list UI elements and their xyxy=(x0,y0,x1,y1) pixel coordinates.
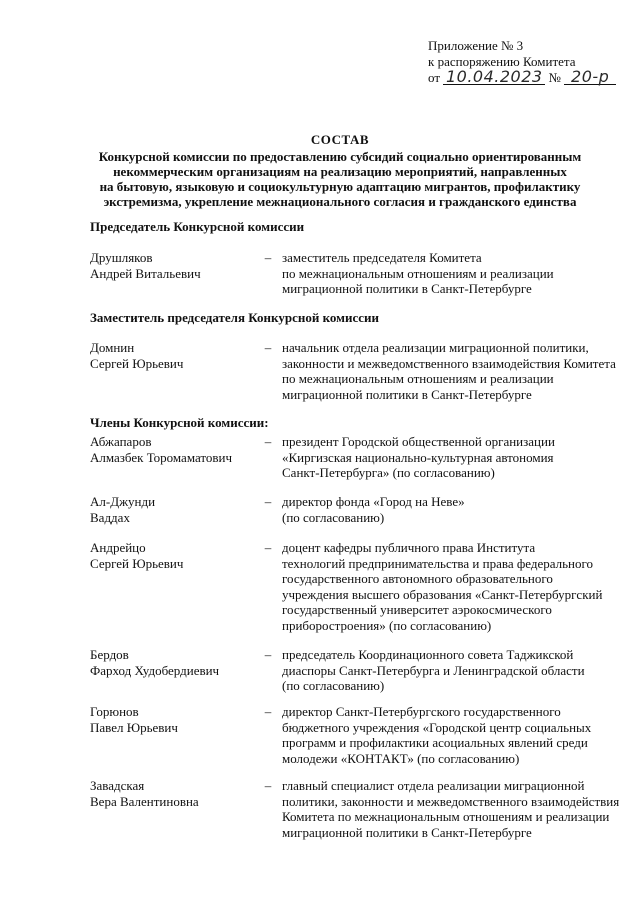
entry-given-name: Сергей Юрьевич xyxy=(90,355,184,371)
entry-role xyxy=(282,778,625,840)
entry-surname: Горюнов xyxy=(90,704,139,719)
entry-surname: Бердов xyxy=(90,647,129,662)
entry-role-line: миграционной политики в Санкт-Петербурге xyxy=(282,824,532,840)
title-line-4: экстремизма, укрепление межнационального согласия и гражданского единства xyxy=(103,194,577,209)
entry-surname: Ал-Джунди xyxy=(90,494,156,509)
title-line-2: некоммерческим организациям на реализацию мероприятий, направленных xyxy=(113,164,567,179)
appendix-number-label: № xyxy=(548,70,561,85)
entry-name xyxy=(90,340,255,371)
entry-given-name: Ваддах xyxy=(90,509,130,525)
entry-role-line: Комитета по межнациональным отношениям и реализации xyxy=(282,809,610,824)
section-heading-members: Члены Конкурсной комиссии: xyxy=(90,415,269,430)
entry-role xyxy=(282,494,625,525)
entry-dash: – xyxy=(264,540,272,555)
title-line-1: Конкурсной комиссии по предоставлению субсидий социально ориентированным xyxy=(98,149,582,164)
entry-role-line: президент Городской общественной организации xyxy=(282,434,555,449)
entry-name xyxy=(90,704,255,735)
entry-role xyxy=(282,340,625,402)
appendix-from-label: от xyxy=(428,70,441,85)
appendix-date-handwritten: 10.04.2023 xyxy=(443,70,545,85)
entry-role xyxy=(282,540,625,633)
entry-name xyxy=(90,540,255,571)
appendix-date-line xyxy=(428,67,628,86)
entry-given-name: Андрей Витальевич xyxy=(90,265,201,281)
entry-role-line: политики, законности и межведомственного взаимодействия xyxy=(282,793,620,809)
section-heading-deputy: Заместитель председателя Конкурсной комиссии xyxy=(90,310,380,325)
entry-role-line: миграционной политики в Санкт-Петербурге xyxy=(282,281,532,296)
entry-role-line: учреждения высшего образования «Санкт-Петербургский xyxy=(282,586,603,602)
entry-role-line: «Киргизская национально-культурная автономия xyxy=(282,449,554,465)
entry-role-line: молодежи «КОНТАКТ» (по согласованию) xyxy=(282,750,520,766)
entry-given-name: Павел Юрьевич xyxy=(90,719,178,735)
entry-surname: Андрейцо xyxy=(90,540,146,555)
entry-role-line: государственного автономного образовательного xyxy=(282,571,553,586)
entry-role-line: председатель Координационного совета Таджикской xyxy=(282,647,574,662)
title-line-3: на бытовую, языковую и социокультурную адаптацию мигрантов, профилактику xyxy=(99,179,581,194)
entry-role-line: технологий предпринимательства и права федерального xyxy=(282,555,594,571)
entry-role xyxy=(282,250,625,297)
appendix-line-2: к распоряжению Комитета xyxy=(428,54,576,69)
entry-role-line: директор Санкт-Петербургского государственного xyxy=(282,704,561,719)
entry-role-line: программ и профилактики асоциальных явлений среди xyxy=(282,735,588,750)
entry-role xyxy=(282,434,625,481)
entry-name xyxy=(90,647,255,678)
entry-role-line: (по согласованию) xyxy=(282,509,385,525)
appendix-line-1: Приложение № 3 xyxy=(428,38,524,53)
entry-surname: Домнин xyxy=(90,340,135,355)
entry-role-line: приборостроения» (по согласованию) xyxy=(282,617,492,633)
entry-role-line: миграционной политики в Санкт-Петербурге xyxy=(282,386,532,402)
entry-role xyxy=(282,647,625,694)
title-heading: СОСТАВ xyxy=(310,132,370,147)
entry-surname: Завадская xyxy=(90,778,145,793)
entry-role-line: главный специалист отдела реализации миграционной xyxy=(282,778,585,793)
entry-dash: – xyxy=(264,704,272,719)
entry-given-name: Алмазбек Торомаматович xyxy=(90,449,233,465)
entry-surname: Друшляков xyxy=(90,250,153,265)
entry-role-line: (по согласованию) xyxy=(282,678,385,693)
entry-name xyxy=(90,250,255,281)
entry-role-line: по межнациональным отношениям и реализации xyxy=(282,265,554,281)
entry-role-line: доцент кафедры публичного права Института xyxy=(282,540,536,555)
entry-dash: – xyxy=(264,647,272,662)
entry-given-name: Вера Валентиновна xyxy=(90,793,199,809)
entry-name xyxy=(90,494,255,525)
entry-role-line: по межнациональным отношениям и реализации xyxy=(282,371,554,386)
appendix-header xyxy=(428,38,628,86)
entry-role-line: заместитель председателя Комитета xyxy=(282,250,482,265)
entry-dash: – xyxy=(264,340,272,355)
entry-dash: – xyxy=(264,434,272,449)
entry-role-line: законности и межведомственного взаимодействия Комитета xyxy=(282,355,616,371)
entry-surname: Абжапаров xyxy=(90,434,152,449)
entry-name xyxy=(90,434,255,465)
entry-name xyxy=(90,778,255,809)
document-title xyxy=(60,132,620,209)
entry-given-name: Сергей Юрьевич xyxy=(90,555,184,571)
entry-role-line: Санкт-Петербурга» (по согласованию) xyxy=(282,465,495,480)
entry-dash: – xyxy=(264,494,272,509)
entry-dash: – xyxy=(264,778,272,793)
entry-role-line: начальник отдела реализации миграционной политики, xyxy=(282,340,589,355)
entry-role-line: директор фонда «Город на Неве» xyxy=(282,494,465,509)
entry-role-line: бюджетного учреждения «Городской центр социальных xyxy=(282,719,592,735)
entry-role xyxy=(282,704,625,766)
section-heading-chairman: Председатель Конкурсной комиссии xyxy=(90,219,305,234)
entry-given-name: Фарход Худобердиевич xyxy=(90,662,220,678)
entry-role-line: государственный университет аэрокосмического xyxy=(282,602,552,617)
entry-dash: – xyxy=(264,250,272,265)
appendix-number-handwritten: 20-р xyxy=(564,70,616,85)
entry-role-line: диаспоры Санкт-Петербурга и Ленинградской области xyxy=(282,662,585,678)
